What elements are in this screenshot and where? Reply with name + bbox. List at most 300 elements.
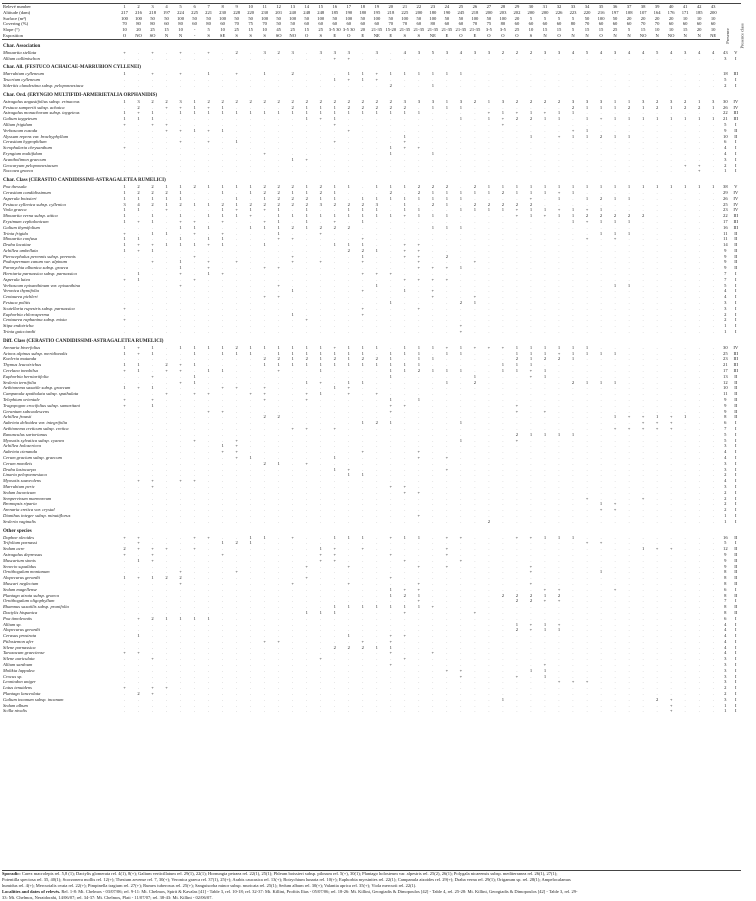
cover-cell: . [460,168,462,174]
cover-cell: . [278,512,280,518]
cover-cell: . [558,495,560,501]
cover-cell: . [222,311,224,317]
cover-cell: . [446,633,448,639]
cover-cell: . [334,580,336,586]
cover-cell: + [305,575,308,581]
cover-cell: . [165,247,168,253]
cover-cell: . [264,644,266,650]
cover-cell: . [600,472,602,478]
cover-cell: . [530,218,532,224]
cover-cell: . [670,437,672,443]
cover-cell: . [348,592,350,598]
cover-cell: . [250,259,252,265]
cover-cell: . [208,656,210,662]
cover-cell: 3 [487,49,491,55]
cover-cell: . [670,673,672,679]
cover-cell: . [614,145,616,151]
cover-cell: . [656,397,658,403]
cover-cell: + [347,55,351,61]
cover-cell: . [390,598,392,604]
cover-cell: . [670,402,672,408]
cover-cell: . [642,195,644,201]
cover-cell: . [684,276,686,282]
cover-cell: . [684,627,686,633]
cover-cell: 2 [291,195,294,201]
cover-cell: . [194,317,196,323]
cover-cell: . [614,667,616,673]
cover-cell: . [530,397,532,403]
cover-cell: . [558,437,560,443]
cover-cell: . [165,507,168,513]
header-cell: 38 [636,4,650,10]
cover-cell: + [207,49,210,55]
cover-cell: . [236,317,238,323]
cover-cell: . [684,604,686,610]
species-name: Geocaryum peloponnesiacum [3,162,58,168]
cover-cell: . [292,673,294,679]
cover-cell: . [474,168,476,174]
cover-cell: 1 [165,615,168,621]
cover-cell: . [656,385,658,391]
cover-cell: . [656,633,658,639]
cover-cell: . [628,540,630,546]
cover-cell: . [208,311,210,317]
cover-cell: . [698,145,700,151]
cover-cell: . [376,242,378,248]
cover-cell: . [502,271,504,277]
cover-cell: . [698,662,700,668]
cover-cell: . [432,483,434,489]
cover-cell: . [460,551,462,557]
cover-cell: . [292,300,294,306]
cover-cell: 1 [333,350,336,356]
cover-cell: 2 [291,201,294,207]
cover-cell: . [670,512,672,518]
cover-cell: . [418,408,420,414]
cover-cell: . [628,189,630,195]
cover-cell: + [431,276,435,282]
cover-cell: 2 [347,201,350,207]
cover-cell: . [712,638,714,644]
cover-cell: + [123,305,126,311]
cover-cell: . [404,518,406,524]
cover-cell: . [222,294,224,300]
cover-cell: + [543,408,547,414]
cover-cell: . [137,49,140,55]
header-cell: 13 [286,4,300,10]
cover-cell: . [123,615,126,621]
cover-cell: . [586,575,588,581]
cover-cell: . [165,604,168,610]
cover-cell: . [684,121,686,127]
header-cell: 36 [608,4,622,10]
cover-cell: . [264,276,266,282]
cover-cell: + [123,145,126,151]
cover-cell: + [417,145,421,151]
cover-cell: . [165,271,168,277]
cover-cell: . [558,443,560,449]
cover-cell: . [544,507,546,513]
cover-cell: + [179,569,182,575]
cover-cell: + [263,385,266,391]
cover-cell: . [306,586,308,592]
cover-cell: 1 [613,230,617,236]
cover-cell: . [278,437,280,443]
cover-cell: . [278,449,280,455]
cover-cell: . [151,518,154,524]
cover-cell: . [362,673,364,679]
cover-cell: . [600,253,602,259]
cover-cell: . [390,242,392,248]
cover-cell: 1 [347,356,350,362]
cover-cell: . [460,615,462,621]
cover-cell: . [446,391,448,397]
cover-cell: . [320,294,322,300]
cover-cell: . [600,546,602,552]
cover-cell: . [137,356,140,362]
cover-cell: . [404,408,406,414]
cover-cell: . [376,368,378,374]
cover-cell: . [698,518,700,524]
cover-cell: + [319,557,323,563]
header-cell: 80 [430,21,436,27]
cover-cell: . [137,472,140,478]
cover-cell: . [194,563,196,569]
cover-cell: + [557,621,561,627]
presence-count: 7 [724,271,727,277]
cover-cell: . [460,633,462,639]
cover-cell: . [712,402,714,408]
species-name: Leontodon uniger [3,679,36,685]
cover-cell: . [516,77,518,83]
cover-cell: . [264,77,266,83]
presence-count: 2 [724,501,727,507]
cover-cell: . [586,145,588,151]
cover-cell: 1 [333,77,336,83]
species-name: Bromopsis riparia [3,501,37,507]
cover-cell: . [250,156,252,162]
cover-cell: . [404,162,406,168]
cover-cell: . [151,495,154,501]
cover-cell: . [432,391,434,397]
cover-cell: . [656,82,658,88]
cover-cell: . [516,230,518,236]
cover-cell: . [362,282,364,288]
cover-cell: . [698,437,700,443]
cover-cell: + [515,213,519,219]
cover-cell: . [712,449,714,455]
cover-cell: . [628,265,630,271]
cover-cell: . [586,150,588,156]
cover-cell: . [474,426,476,431]
header-cell: 5 [571,27,575,33]
cover-cell: . [208,633,210,639]
cover-cell: . [712,604,714,610]
cover-cell: + [529,563,533,569]
cover-cell: . [488,420,490,426]
cover-cell: 2 [263,460,266,466]
cover-cell: . [151,586,154,592]
cover-cell: . [628,673,630,679]
cover-cell: . [222,466,224,472]
cover-cell: . [544,127,546,133]
cover-cell: . [628,139,630,145]
cover-cell: . [362,501,364,507]
cover-cell: . [530,604,532,610]
header-cell: O [454,33,468,39]
header-label: Exposition [2,33,118,39]
cover-cell: . [222,116,224,122]
header-cell: 180 [429,9,437,15]
cover-cell: 1 [403,534,406,540]
cover-cell: . [264,518,266,524]
cover-cell: . [474,356,476,362]
cover-cell: . [278,77,280,83]
cover-cell: . [446,656,448,662]
cover-cell: . [264,598,266,604]
cover-cell: 1 [193,104,196,110]
cover-cell: . [572,580,574,586]
cover-cell: 1 [347,350,350,356]
presence-class: II [734,230,738,236]
cover-cell: . [614,121,616,127]
cover-cell: + [403,139,407,145]
cover-cell: . [614,431,616,437]
cover-cell: . [516,391,518,397]
cover-cell: . [544,656,546,662]
cover-cell: . [250,460,252,466]
cover-cell: . [544,201,546,207]
cover-cell: . [712,224,714,230]
cover-cell: . [278,673,280,679]
cover-cell: . [390,344,392,350]
cover-cell: + [221,218,224,224]
cover-cell: . [123,104,126,110]
cover-cell: . [698,575,700,581]
presence-class: I [734,495,737,501]
cover-cell: . [502,323,504,329]
cover-cell: . [222,156,224,162]
cover-cell: . [558,662,560,668]
cover-cell: . [390,414,392,420]
cover-cell: 2 [501,592,505,598]
presence-count: 6 [724,139,727,145]
cover-cell: . [572,362,574,368]
cover-cell: . [516,518,518,524]
cover-cell: 3 [473,49,477,55]
cover-cell: . [165,478,168,484]
cover-cell: . [712,127,714,133]
cover-cell: . [194,133,196,139]
cover-cell: . [712,213,714,219]
cover-cell: . [208,454,210,460]
header-cell: 100 [499,15,507,21]
cover-cell: . [151,362,154,368]
cover-cell: . [362,55,364,61]
cover-cell: . [137,667,140,673]
header-cell: S [412,33,426,39]
cover-cell: . [530,638,532,644]
cover-cell: . [712,414,714,420]
header-cell: 190 [443,9,451,15]
cover-cell: . [151,638,154,644]
cover-cell: . [474,483,476,489]
cover-cell: . [292,265,294,271]
cover-cell: . [516,449,518,455]
cover-cell: . [208,443,210,449]
cover-cell: . [600,638,602,644]
cover-cell: . [418,104,420,110]
cover-cell: . [123,501,126,507]
cover-cell: 1 [347,213,350,219]
cover-cell: . [488,317,490,323]
cover-cell: . [446,557,448,563]
cover-cell: . [376,650,378,656]
cover-cell: 4 [599,49,603,55]
cover-cell: . [250,449,252,455]
cover-cell: 1 [361,344,364,350]
cover-cell: . [390,437,392,443]
cover-cell: . [628,329,630,335]
cover-cell: 2 [151,184,154,190]
cover-cell: . [151,501,154,507]
cover-cell: . [516,150,518,156]
cover-cell: . [236,265,238,271]
cover-cell: + [417,580,421,586]
cover-cell: . [460,362,462,368]
header-cell: SE [216,33,230,39]
presence-count: 16 [723,224,728,230]
cover-cell: + [445,534,449,540]
cover-cell: . [376,551,378,557]
cover-cell: . [236,77,238,83]
cover-cell: 1 [305,609,308,615]
cover-cell: . [530,300,532,306]
cover-cell: . [698,362,700,368]
cover-cell: 1 [375,110,378,116]
cover-cell: 1 [235,195,238,201]
cover-cell: . [278,507,280,513]
cover-cell: 1 [361,218,364,224]
cover-cell: . [418,518,420,524]
cover-cell: 1 [487,189,491,195]
header-cell: 190 [345,9,353,15]
cover-cell: 4 [459,49,463,55]
cover-cell: . [179,598,182,604]
header-cell: 25 [612,27,618,33]
header-cell: - [188,33,202,39]
cover-cell: . [586,71,588,77]
cover-cell: . [446,408,448,414]
cover-cell: 2 [305,356,308,362]
cover-cell: . [614,534,616,540]
cover-cell: . [572,592,574,598]
cover-cell: . [698,667,700,673]
presence-class: III [733,224,739,230]
cover-cell: . [390,667,392,673]
cover-cell: . [362,168,364,174]
cover-cell: . [320,540,322,546]
cover-cell: . [236,288,238,294]
cover-cell: . [488,104,490,110]
species-name: Aethionema creticum subsp. cretica [3,426,69,431]
cover-cell: . [712,110,714,116]
cover-cell: . [151,592,154,598]
cover-cell: . [432,615,434,621]
cover-cell: . [670,127,672,133]
header-cell: 100 [373,15,381,21]
cover-cell: . [502,650,504,656]
header-cell: 100 [289,15,297,21]
cover-cell: 3 [319,49,322,55]
cover-cell: . [362,667,364,673]
cover-cell: 2 [655,104,659,110]
cover-cell: . [502,460,504,466]
cover-cell: . [712,145,714,151]
cover-cell: . [544,300,546,306]
cover-cell: . [642,189,644,195]
header-cell: 15 [542,27,548,33]
cover-cell: + [207,534,210,540]
cover-cell: . [698,247,700,253]
cover-cell: . [165,311,168,317]
cover-cell: . [165,305,168,311]
cover-cell: . [544,195,546,201]
cover-cell: . [432,586,434,592]
cover-cell: . [250,483,252,489]
cover-cell: 1 [417,195,420,201]
species-name: Sesleria ternifolia [3,379,37,385]
cover-cell: 1 [347,633,350,639]
cover-cell: . [165,317,168,323]
cover-cell: . [530,71,532,77]
cover-cell: . [460,408,462,414]
cover-cell: . [614,569,616,575]
cover-cell: . [670,397,672,403]
cover-cell: . [348,495,350,501]
cover-cell: + [151,478,154,484]
cover-cell: + [361,259,365,265]
cover-cell: . [208,667,210,673]
cover-cell: 2 [333,644,336,650]
cover-cell: . [684,368,686,374]
presence-count: 8 [724,575,727,581]
cover-cell: . [460,242,462,248]
cover-cell: . [292,230,294,236]
cover-cell: 1 [431,213,434,219]
cover-cell: . [165,373,168,379]
cover-cell: + [669,420,673,426]
header-cell: 15 [164,27,169,33]
cover-cell: . [474,592,476,598]
cover-cell: . [600,426,602,431]
cover-cell: . [558,323,560,329]
cover-cell: . [502,454,504,460]
cover-cell: . [572,82,574,88]
cover-cell: . [278,402,280,408]
cover-cell: 1 [501,110,505,116]
cover-cell: . [572,402,574,408]
cover-cell: . [698,368,700,374]
cover-cell: . [151,627,154,633]
cover-cell: . [558,449,560,455]
cover-cell: . [614,408,616,414]
cover-cell: . [292,329,294,335]
cover-cell: . [600,55,602,61]
cover-cell: . [670,580,672,586]
cover-cell: . [306,133,308,139]
cover-cell: + [137,615,140,621]
